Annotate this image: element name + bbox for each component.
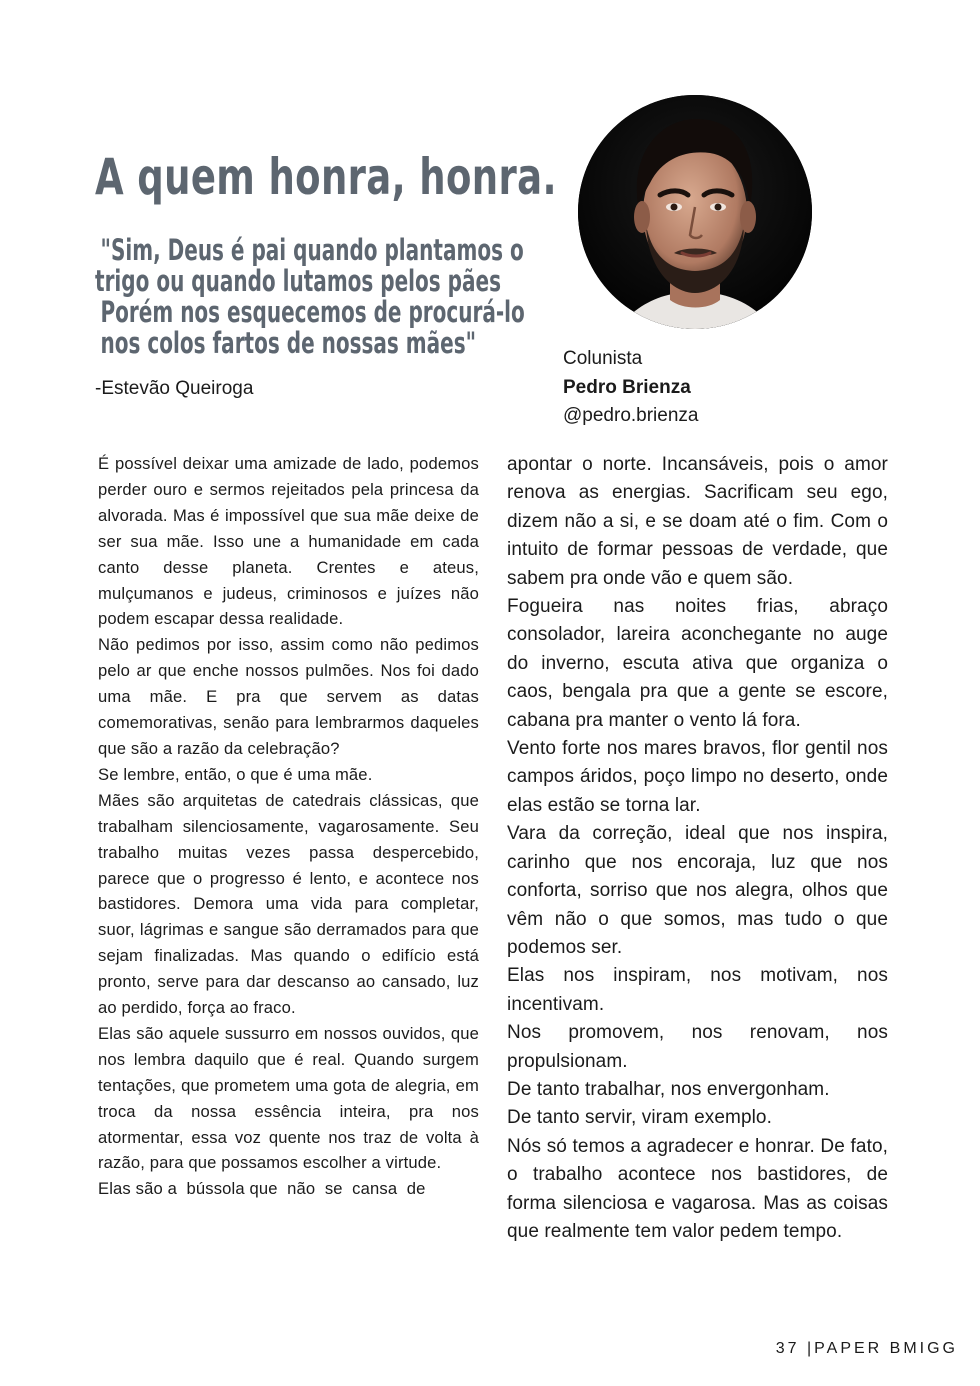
- body-paragraph: Se lembre, então, o que é uma mãe.: [98, 764, 373, 784]
- author-role: Colunista: [563, 348, 643, 369]
- publication-name: PAPER BMIGG: [814, 1340, 958, 1357]
- body-paragraph: Vento forte nos mares bravos, flor gentil nos campos áridos, poço limpo no deserto, onde elas estão se torna lar.: [507, 738, 888, 816]
- body-paragraph: Fogueira nas noites frias, abraço consolador, lareira aconchegante no auge do inverno, escuta ativa que organiza o caos, bengala pra que a gente se escore, cabana pra manter o vento lá fora.: [507, 596, 888, 731]
- quote-line: Porém nos esquecemos de procurá-lo: [100, 295, 525, 329]
- body-paragraph: É possível deixar uma amizade de lado, podemos perder ouro e sermos rejeitados pela princesa da alvorada. Mas é impossível que sua mãe deixe de ser sua mãe. Isso une a humanidade em cada canto desse planeta. Crentes e ateus, mulçumanos e judeus, criminosos e juízes não podem escapar dessa realidade.: [98, 454, 479, 629]
- body-paragraph: Não pedimos por isso, assim como não pedimos pelo ar que enche nossos pulmões. Nos foi dado uma mãe. E pra que servem as datas comemorativas, senão para lembrarmos daqueles que são a razão da celebração?: [98, 635, 479, 758]
- quote-line: trigo ou quando lutamos pelos pães: [95, 264, 501, 298]
- body-paragraph: Elas nos inspiram, nos motivam, nos incentivam.: [507, 965, 888, 1015]
- quote-attribution: -Estevão Queiroga: [95, 378, 254, 399]
- author-handle: @pedro.brienza: [563, 405, 699, 426]
- quote-line: "Sim, Deus é pai quando plantamos o: [100, 233, 524, 267]
- article-title: A quem honra, honra.: [95, 148, 557, 206]
- portrait-photo-icon: [578, 95, 812, 329]
- page-footer: [776, 1340, 958, 1358]
- footer-separator: |: [799, 1340, 815, 1357]
- quote-line: nos colos fartos de nossas mães": [100, 326, 477, 360]
- body-paragraph: Elas são aquele sussurro em nossos ouvidos, que nos lembra daquilo que é real. Quando surgem tentações, que prometem uma gota de alegria, em troca da nossa essência inteira, pra nos atormentar, essa voz quente nos traz de volta à razão, para que possamos escolher a virtude.: [98, 1023, 479, 1173]
- article-body-left-column: [98, 451, 479, 1202]
- body-paragraph: Vara da correção, ideal que nos inspira, carinho que nos encoraja, luz que nos conforta, sorriso que nos alegra, olhos que vêm não o que somos, mas tudo o que podemos ser.: [507, 823, 888, 958]
- body-paragraph: Elas são a bússola que não se cansa de: [98, 1179, 426, 1199]
- body-paragraph: apontar o norte. Incansáveis, pois o amor renova as energias. Sacrificam seu ego, dizem não a si, e se doam até o fim. Com o intuito de formar pessoas de verdade, que sabem pra onde vão e quem são.: [507, 454, 888, 589]
- page-number: 37: [775, 1340, 800, 1357]
- article-body-right-column: [507, 451, 888, 1246]
- body-paragraph: De tanto servir, viram exemplo.: [507, 1107, 772, 1129]
- body-paragraph: Nos promovem, nos renovam, nos propulsionam.: [507, 1022, 888, 1072]
- author-info: [563, 345, 698, 431]
- body-paragraph: Nós só temos a agradecer e honrar. De fato, o trabalho acontece nos bastidores, de forma silenciosa e vagarosa. Mas as coisas que realmente tem valor pedem tempo.: [507, 1135, 888, 1242]
- epigraph-quote: [95, 235, 525, 359]
- body-paragraph: Mães são arquitetas de catedrais clássicas, que trabalham silenciosamente, vagarosamente. Seu trabalho muitas vezes passa despercebido, parece que o progresso é lento, e acontece nos bastidores. Demora uma vida para completar, suor, lágrimas e sangue são derramados para que sejam finalizadas. Mas quando o edifício está pronto, serve para dar descanso ao cansado, luz ao perdido, força ao fraco.: [98, 790, 479, 1018]
- author-photo: [578, 95, 812, 329]
- author-name: Pedro Brienza: [563, 376, 691, 398]
- body-paragraph: De tanto trabalhar, nos envergonham.: [507, 1078, 830, 1100]
